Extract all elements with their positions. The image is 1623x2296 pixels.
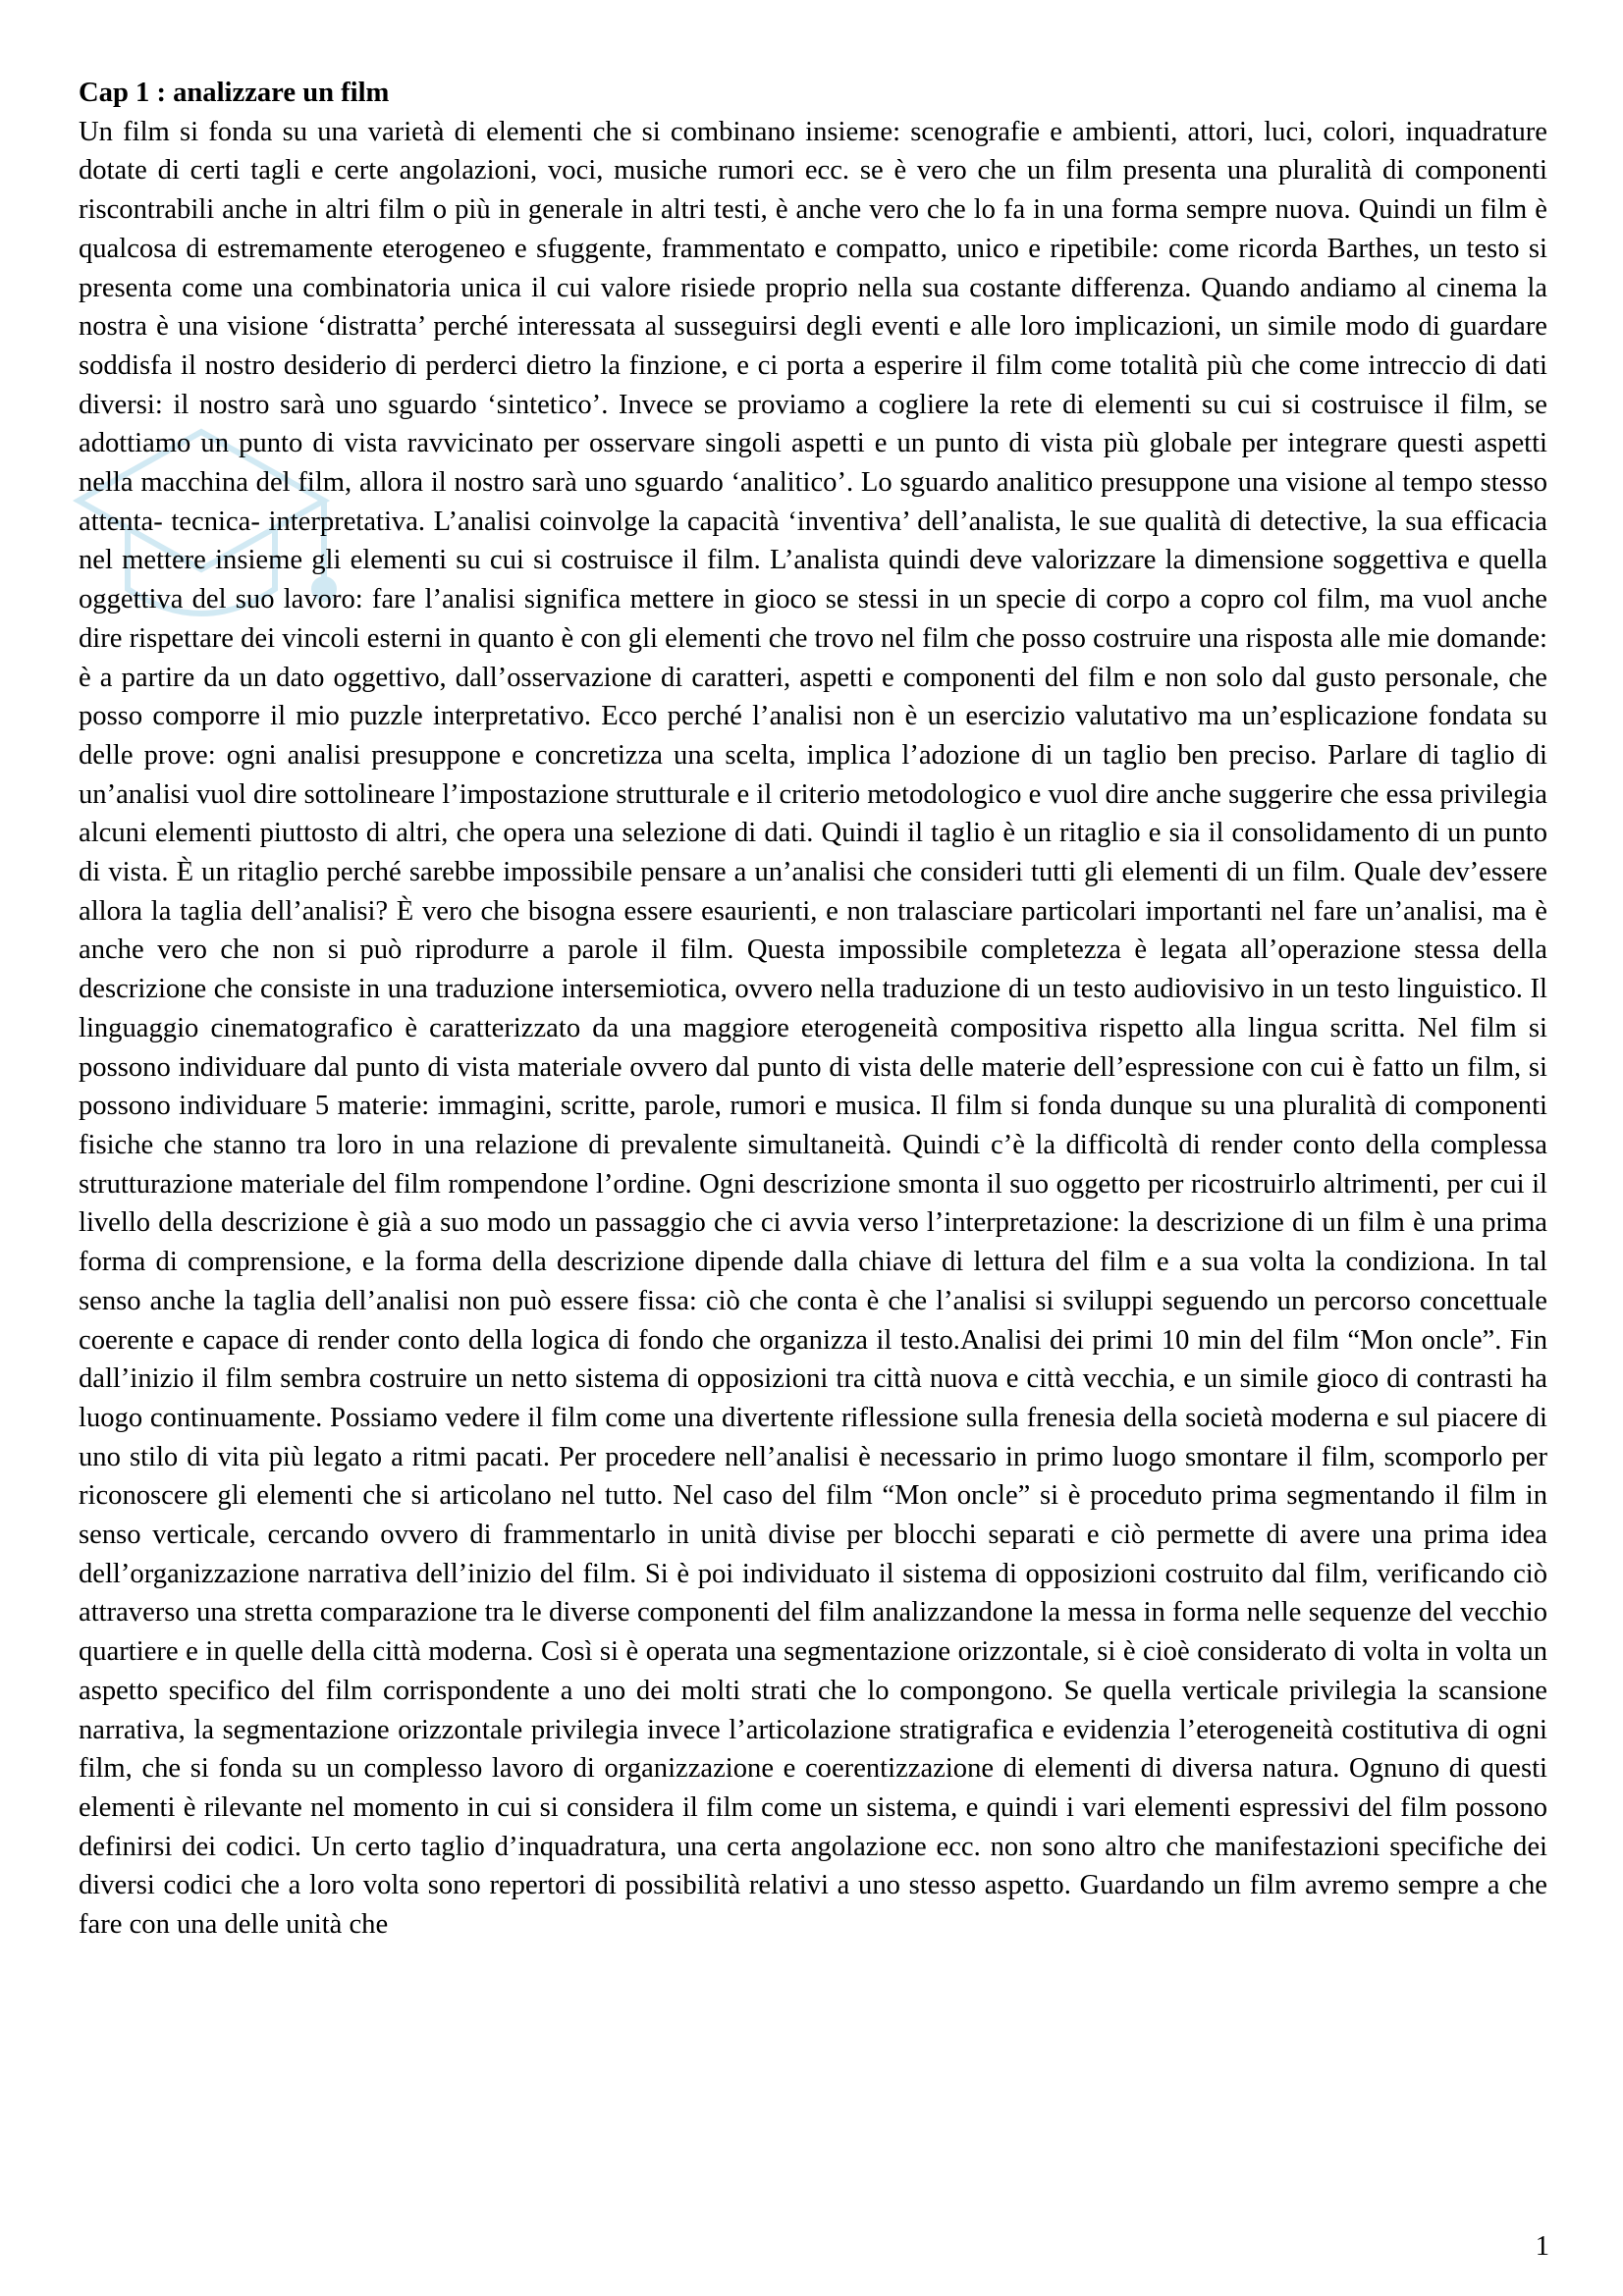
document-content — [79, 74, 1547, 1945]
body-paragraph: Un film si fonda su una varietà di elementi che si combinano insieme: scenografie e ambienti, attori, luci, colori, inquadrature dotate di certi tagli e certe angolazioni, voci, musiche rumori ecc. se è vero che un film presenta una pluralità di componenti riscontrabili anche in altri film o più in generale in altri testi, è anche vero che lo fa in una forma sempre nuova. Quindi un film è qualcosa di estremamente eterogeneo e sfuggente, frammentato e compatto, unico e ripetibile: come ricorda Barthes, un testo si presenta come una combinatoria unica il cui valore risiede proprio nella sua costante differenza. Quando andiamo al cinema la nostra è una visione ‘distratta’ perché interessata al susseguirsi degli eventi e alle loro implicazioni, un simile modo di guardare soddisfa il nostro desiderio di perderci dietro la finzione, e ci porta a esperire il film come totalità più che come intreccio di dati diversi: il nostro sarà uno sguardo ‘sintetico’. Invece se proviamo a cogliere la rete di elementi su cui si costruisce il film, se adottiamo un punto di vista ravvicinato per osservare singoli aspetti e un punto di vista più globale per integrare questi aspetti nella macchina del film, allora il nostro sarà uno sguardo ‘analitico’. Lo sguardo analitico presuppone una visione al tempo stesso attenta- tecnica- interpretativa. L’analisi coinvolge la capacità ‘inventiva’ dell’analista, le sue qualità di detective, la sua efficacia nel mettere insieme gli elementi su cui si costruisce il film. L’analista quindi deve valorizzare la dimensione soggettiva e quella oggettiva del suo lavoro: fare l’analisi significa mettere in gioco se stessi in un specie di corpo a copro col film, ma vuol anche dire rispettare dei vincoli esterni in quanto è con gli elementi che trovo nel film che posso costruire una risposta alle mie domande: è a partire da un dato oggettivo, dall’osservazione di caratteri, aspetti e componenti del film e non solo dal gusto personale, che posso comporre il mio puzzle interpretativo. Ecco perché l’analisi non è un esercizio valutativo ma un’esplicazione fondata su delle prove: ogni analisi presuppone e concretizza una scelta, implica l’adozione di un taglio ben preciso. Parlare di taglio di un’analisi vuol dire sottolineare l’impostazione strutturale e il criterio metodologico e vuol dire anche suggerire che essa privilegia alcuni elementi piuttosto di altri, che opera una selezione di dati. Quindi il taglio è un ritaglio e sia il consolidamento di un punto di vista. È un ritaglio perché sarebbe impossibile pensare a un’analisi che consideri tutti gli elementi di un film. Quale dev’essere allora la taglia dell’analisi? È vero che bisogna essere esaurienti, e non tralasciare particolari importanti nel fare un’analisi, ma è anche vero che non si può riprodurre a parole il film. Questa impossibile completezza è legata all’operazione stessa della descrizione che consiste in una traduzione intersemiotica, ovvero nella traduzione di un testo audiovisivo in un testo linguistico. Il linguaggio cinematografico è caratterizzato da una maggiore eterogeneità compositiva rispetto alla lingua scritta. Nel film si possono individuare dal punto di vista materiale ovvero dal punto di vista delle materie dell’espressione con cui è fatto un film, si possono individuare 5 materie: immagini, scritte, parole, rumori e musica. Il film si fonda dunque su una pluralità di componenti fisiche che stanno tra loro in una relazione di prevalente simultaneità. Quindi c’è la difficoltà di render conto della complessa strutturazione materiale del film rompendone l’ordine. Ogni descrizione smonta il suo oggetto per ricostruirlo altrimenti, per cui il livello della descrizione è già a suo modo un passaggio che ci avvia verso l’interpretazione: la descrizione di un film è una prima forma di comprensione, e la forma della descrizione dipende dalla chiave di lettura del film e a sua volta la condiziona. In tal senso anche la taglia dell’analisi non può essere fissa: ciò che conta è che l’analisi si sviluppi seguendo un percorso concettuale coerente e capace di render conto della logica di fondo che organizza il testo.Analisi dei primi 10 min del film “Mon oncle”. Fin dall’inizio il film sembra costruire un netto sistema di opposizioni tra città nuova e città vecchia, e un simile gioco di contrasti ha luogo continuamente. Possiamo vedere il film come una divertente riflessione sulla frenesia della società moderna e sul piacere di uno stilo di vita più legato a ritmi pacati. Per procedere nell’analisi è necessario in primo luogo smontare il film, scomporlo per riconoscere gli elementi che si articolano nel tutto. Nel caso del film “Mon oncle” si è proceduto prima segmentando il film in senso verticale, cercando ovvero di frammentarlo in unità divise per blocchi separati e ciò permette di avere una prima idea dell’organizzazione narrativa dell’inizio del film. Si è poi individuato il sistema di opposizioni costruito dal film, verificando ciò attraverso una stretta comparazione tra le diverse componenti del film analizzandone la messa in forma nelle sequenze del vecchio quartiere e in quelle della città moderna. Così si è operata una segmentazione orizzontale, si è cioè considerato di volta in volta un aspetto specifico del film corrispondente a uno dei molti strati che lo compongono. Se quella verticale privilegia la scansione narrativa, la segmentazione orizzontale privilegia invece l’articolazione stratigrafica e evidenzia l’eterogeneità costitutiva di ogni film, che si fonda su un complesso lavoro di organizzazione e coerentizzazione di elementi di diversa natura. Ognuno di questi elementi è rilevante nel momento in cui si considera il film come un sistema, e quindi i vari elementi espressivi del film possono definirsi dei codici. Un certo taglio d’inquadratura, una certa angolazione ecc. non sono altro che manifestazioni specifiche dei diversi codici che a loro volta sono repertori di possibilità relativi a uno stesso aspetto. Guardando un film avremo sempre a che fare con una delle unità che — [79, 116, 1547, 1941]
page-number: 1 — [1535, 2231, 1549, 2262]
chapter-heading: Cap 1 : analizzare un film — [79, 78, 390, 108]
